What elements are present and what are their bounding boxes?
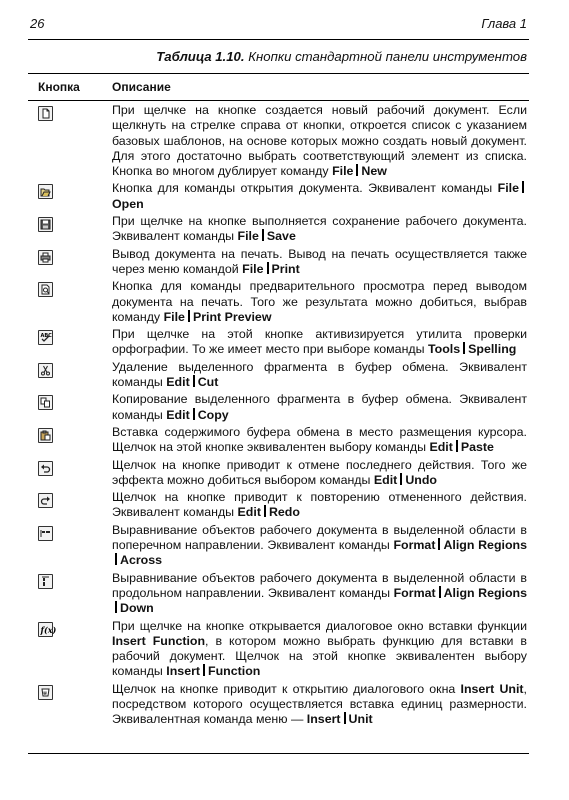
menu-name: Edit (429, 440, 453, 455)
menu-item: Print (271, 261, 300, 276)
scissors-icon (38, 363, 53, 378)
table-row (28, 212, 529, 245)
table-row (28, 456, 529, 489)
menu-item: Paste (460, 440, 494, 455)
menu-separator (193, 408, 195, 420)
table-row (28, 488, 529, 521)
menu-subitem: Down (120, 601, 154, 616)
menu-separator (193, 375, 195, 387)
button-cell (28, 103, 112, 179)
insert-function-icon (38, 622, 57, 637)
menu-item: New (361, 164, 387, 179)
table-header (28, 73, 529, 101)
menu-item: Print Preview (192, 309, 272, 324)
buttons-table (28, 73, 529, 728)
menu-item: Align Regions (443, 585, 528, 600)
description-text: Выравнивание объектов рабочего документа в выделенной области в поперечном направлении. Эквивалент команды (112, 522, 527, 553)
svg-text:f(x): f(x) (40, 624, 57, 635)
description-cell (112, 571, 529, 617)
menu-separator (203, 664, 205, 676)
menu-separator (400, 473, 402, 485)
table-caption (28, 49, 527, 64)
menu-name: Tools (428, 342, 461, 357)
menu-item: Redo (268, 505, 300, 520)
page-number: 26 (30, 16, 45, 31)
button-cell (28, 214, 112, 245)
description-cell (112, 181, 529, 212)
menu-name: Edit (166, 375, 190, 390)
menu-separator (188, 310, 190, 322)
table-row (28, 358, 529, 391)
redo-arrow-icon (38, 493, 53, 508)
table-row (28, 423, 529, 456)
table-row (28, 617, 529, 680)
button-cell (28, 458, 112, 489)
open-folder-icon (38, 184, 53, 199)
description-text-continued: , в котором можно выбрать функцию для вставки в рабочий документ. Щелчок на этой кнопке эквивалентен выбору команды (112, 633, 527, 679)
description-text: При щелчке на этой кнопке активизируется утилита проверки орфографии. То же имеет место при выборе команды (112, 327, 527, 357)
menu-separator (463, 342, 465, 354)
description-text: Вставка содержимого буфера обмена в место размещения курсора. Щелчок на этой кнопке эквивалентен выбору команды (112, 424, 527, 455)
description-text: Кнопка для команды предварительного просмотра перед выводом документа на печать. Того же результата можно добиться, выбрав команду (112, 279, 527, 324)
table-row (28, 390, 529, 423)
button-cell (28, 523, 112, 569)
description-cell (112, 103, 529, 179)
button-cell (28, 181, 112, 212)
menu-name: File (332, 164, 354, 179)
menu-item: Open (112, 196, 144, 211)
table-row (28, 521, 529, 569)
description-cell (112, 490, 529, 521)
description-text-continued: , посредством которого осуществляется вставка единиц размерности. Эквивалентная команда меню — (112, 681, 527, 727)
printer-icon (38, 250, 53, 265)
column-header-button: Кнопка (38, 80, 80, 94)
menu-name: Edit (166, 407, 190, 422)
menu-name: File (237, 229, 259, 244)
menu-separator (438, 538, 440, 550)
menu-name: File (242, 261, 264, 276)
description-text: При щелчке на кнопке создается новый рабочий документ. Если щелкнуть на стрелке справа от кнопки, откроется список с указанием базовых шаблонов, на основе которых можно создать новый документ. Для этого достаточно выбрать соответствующий элемент из списка. Кнопка во многом дублирует команду (112, 103, 527, 179)
table-row (28, 569, 529, 617)
menu-item: Copy (197, 407, 229, 422)
description-cell (112, 360, 529, 391)
menu-item: Function (208, 664, 261, 679)
menu-name: File (497, 181, 519, 196)
chapter-title: Глава 1 (481, 16, 527, 31)
button-cell (28, 490, 112, 521)
description-text: Щелчок на кнопке приводит к открытию диалогового окна (112, 681, 456, 696)
description-cell (112, 214, 529, 245)
button-cell (28, 392, 112, 423)
description-cell (112, 327, 529, 358)
description-cell (112, 682, 529, 728)
description-cell (112, 523, 529, 569)
button-cell (28, 327, 112, 358)
description-cell (112, 458, 529, 489)
paste-clipboard-icon (38, 428, 53, 443)
menu-separator (264, 505, 266, 517)
menu-name: Format (393, 538, 436, 553)
menu-item: Cut (197, 375, 219, 390)
menu-name: File (163, 309, 185, 324)
menu-name: Edit (373, 472, 398, 487)
align-down-icon (38, 574, 53, 589)
table-body (28, 101, 529, 728)
print-preview-icon (38, 282, 53, 297)
menu-name: Insert (166, 664, 201, 679)
table-row (28, 179, 529, 212)
inline-command: Insert Unit (460, 681, 524, 696)
table-row (28, 277, 529, 325)
button-cell (28, 279, 112, 325)
svg-text:ABC: ABC (40, 333, 52, 340)
table-caption-title: Кнопки стандартной панели инструментов (248, 49, 527, 64)
menu-separator (344, 712, 346, 724)
save-disk-icon (38, 217, 53, 232)
button-cell (28, 571, 112, 617)
button-cell (28, 425, 112, 456)
new-document-icon (38, 106, 53, 121)
table-bottom-rule (28, 753, 529, 754)
menu-item: Save (266, 229, 296, 244)
description-text: Вывод документа на печать. Вывод на печать осуществляется также через меню командой (112, 246, 527, 276)
menu-separator (115, 553, 117, 565)
description-cell (112, 392, 529, 423)
spelling-check-icon (38, 330, 53, 345)
table-row (28, 245, 529, 278)
menu-subitem: Across (120, 553, 163, 568)
column-header-description: Описание (112, 80, 171, 94)
table-row (28, 325, 529, 358)
menu-separator (456, 440, 458, 452)
menu-name: Insert (306, 712, 341, 727)
description-cell (112, 425, 529, 456)
menu-item: Spelling (468, 342, 517, 357)
description-text: Кнопка для команды открытия документа. Эквивалент команды (112, 181, 493, 196)
button-cell (28, 619, 112, 680)
menu-name: Edit (237, 505, 261, 520)
description-text: Удаление выделенного фрагмента в буфер обмена. Эквивалент команды (112, 359, 527, 390)
page-header (28, 13, 529, 40)
menu-item: Align Regions (443, 538, 527, 553)
description-text: При щелчке на кнопке выполняется сохранение рабочего документа. Эквивалент команды (112, 214, 527, 244)
button-cell (28, 682, 112, 728)
table-row (28, 680, 529, 728)
menu-separator (356, 164, 358, 176)
menu-separator (522, 181, 524, 193)
svg-text:u: u (43, 690, 47, 697)
table-caption-label: Таблица 1.10. (156, 49, 245, 64)
menu-separator (439, 586, 441, 598)
table-row (28, 101, 529, 179)
undo-arrow-icon (38, 461, 53, 476)
align-across-icon (38, 526, 53, 541)
menu-name: Format (393, 585, 436, 600)
copy-icon (38, 395, 53, 410)
inline-command: Insert Function (112, 633, 206, 648)
description-text: При щелчке на кнопке открывается диалоговое окно вставки функции (112, 618, 527, 633)
menu-item: Unit (348, 712, 373, 727)
insert-unit-icon (38, 685, 53, 700)
description-cell (112, 619, 529, 680)
description-text: Выравнивание объектов рабочего документа в выделенной области в продольном направлении. Эквивалент команды (112, 570, 527, 600)
button-cell (28, 247, 112, 278)
menu-separator (115, 601, 117, 613)
description-cell (112, 279, 529, 325)
menu-separator (262, 229, 264, 241)
menu-item: Undo (405, 472, 437, 487)
description-text: Щелчок на кнопке приводит к повторению отмененного действия. Эквивалент команды (112, 490, 527, 520)
button-cell (28, 360, 112, 391)
menu-separator (267, 262, 269, 274)
description-text: Копирование выделенного фрагмента в буфер обмена. Эквивалент команды (112, 392, 527, 422)
description-cell (112, 247, 529, 278)
description-text: Щелчок на кнопке приводит к отмене последнего действия. Того же эффекта можно добиться выбором команды (112, 457, 527, 487)
